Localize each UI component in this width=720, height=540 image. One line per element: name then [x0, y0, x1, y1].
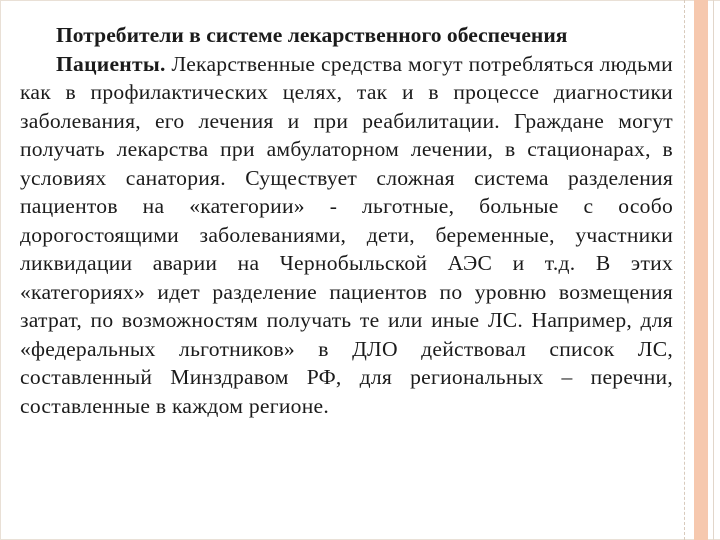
body-paragraph: [20, 50, 673, 421]
decorative-accent-band: [694, 0, 708, 540]
lead-term: Пациенты.: [56, 51, 166, 76]
body-text: Лекарственные средства могут потребляться людьми как в профилактических целях, так и в процессе диагностики заболевания, его лечения и при реабилитации. Граждане могут получать лекарства при амбулаторном лечении, в стационарах, в условиях санатория. Существует сложная система разделения пациентов на «категории» - льготные, больные с особо дорогостоящими заболеваниями, дети, беременные, участники ликвидации аварии на Чернобыльской АЭС и т.д. В этих «категориях» идет разделение пациентов по уровню возмещения затрат, по возможностям получать те или иные ЛС. Например, для «федеральных льготников» в ДЛО действовал список ЛС, составленный Минздравом РФ, для региональных – перечни, составленные в каждом регионе.: [20, 51, 673, 418]
slide-heading: Потребители в системе лекарственного обеспечения: [56, 23, 568, 47]
decorative-rule: [684, 0, 685, 540]
decorative-rule-inner: [713, 0, 714, 540]
slide-content: [20, 21, 673, 420]
